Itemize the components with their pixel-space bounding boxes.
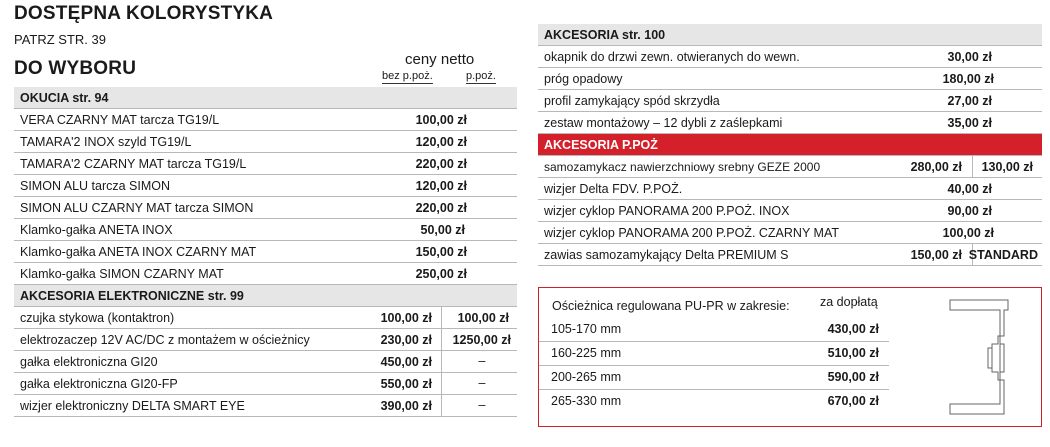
table-row: zawias samozamykający Delta PREMIUM S 150,00 zł STANDARD	[538, 244, 1042, 266]
frame-title: Ościeżnica regulowana PU-PR w zakresie:	[552, 299, 790, 313]
table-row: czujka stykowa (kontaktron) 100,00 zł 100,00 zł	[14, 307, 517, 329]
section-header-ppoz: AKCESORIA P.POŻ	[538, 134, 1042, 156]
section-header-akcesoria: AKCESORIA str. 100	[538, 24, 1042, 46]
table-row: gałka elektroniczna GI20 450,00 zł –	[14, 351, 517, 373]
table-row: wizjer Delta FDV. P.POŻ. 40,00 zł	[538, 178, 1042, 200]
page-subtitle: PATRZ STR. 39	[14, 32, 106, 47]
table-row: Klamko-gałka ANETA INOX CZARNY MAT 150,00 zł	[14, 241, 517, 263]
table-row: VERA CZARNY MAT tarcza TG19/L 100,00 zł	[14, 109, 517, 131]
frame-column-header: za dopłatą	[820, 295, 878, 309]
price-label: ceny netto	[405, 51, 475, 68]
frame-table	[539, 318, 889, 414]
table-row: wizjer cyklop PANORAMA 200 P.POŻ. CZARNY MAT 100,00 zł	[538, 222, 1042, 244]
table-row: 105-170 mm 430,00 zł	[539, 318, 889, 342]
table-row: okapnik do drzwi zewn. otwieranych do wewn. 30,00 zł	[538, 46, 1042, 68]
table-row: wizjer elektroniczny DELTA SMART EYE 390,00 zł –	[14, 395, 517, 417]
table-row: 265-330 mm 670,00 zł	[551, 394, 879, 408]
table-row: 160-225 mm 510,00 zł	[539, 342, 889, 366]
page-title: DOSTĘPNA KOLORYSTYKA	[14, 3, 274, 24]
table-row: zestaw montażowy – 12 dybli z zaślepkami 35,00 zł	[538, 112, 1042, 134]
section-header-elektro: AKCESORIA ELEKTRONICZNE str. 99	[14, 285, 517, 307]
table-row: TAMARA'2 CZARNY MAT tarcza TG19/L 220,00 zł	[14, 153, 517, 175]
table-row: SIMON ALU CZARNY MAT tarcza SIMON 220,00 zł	[14, 197, 517, 219]
table-row: elektrozaczep 12V AC/DC z montażem w ościeżnicy 230,00 zł 1250,00 zł	[14, 329, 517, 351]
table-row: samozamykacz nawierzchniowy srebny GEZE 2000 280,00 zł 130,00 zł	[538, 156, 1042, 178]
right-table	[538, 24, 1042, 266]
table-row: TAMARA'2 INOX szyld TG19/L 120,00 zł	[14, 131, 517, 153]
column-header-ppoz: p.poż.	[466, 70, 496, 82]
table-row: Klamko-gałka SIMON CZARNY MAT 250,00 zł	[14, 263, 517, 285]
frame-price-box	[538, 287, 1042, 427]
table-row: próg opadowy 180,00 zł	[538, 68, 1042, 90]
frame-profile-drawing	[942, 296, 1032, 420]
table-row: wizjer cyklop PANORAMA 200 P.POŻ. INOX 90,00 zł	[538, 200, 1042, 222]
left-table	[14, 87, 517, 417]
table-row: 200-265 mm 590,00 zł	[539, 366, 889, 390]
table-row: gałka elektroniczna GI20-FP 550,00 zł –	[14, 373, 517, 395]
table-row: profil zamykający spód skrzydła 27,00 zł	[538, 90, 1042, 112]
column-header-bez: bez p.poż.	[382, 70, 433, 82]
table-row: Klamko-gałka ANETA INOX 50,00 zł	[14, 219, 517, 241]
section-header-okucia: OKUCIA str. 94	[14, 87, 517, 109]
table-row: SIMON ALU tarcza SIMON 120,00 zł	[14, 175, 517, 197]
section-title: DO WYBORU	[14, 58, 137, 79]
